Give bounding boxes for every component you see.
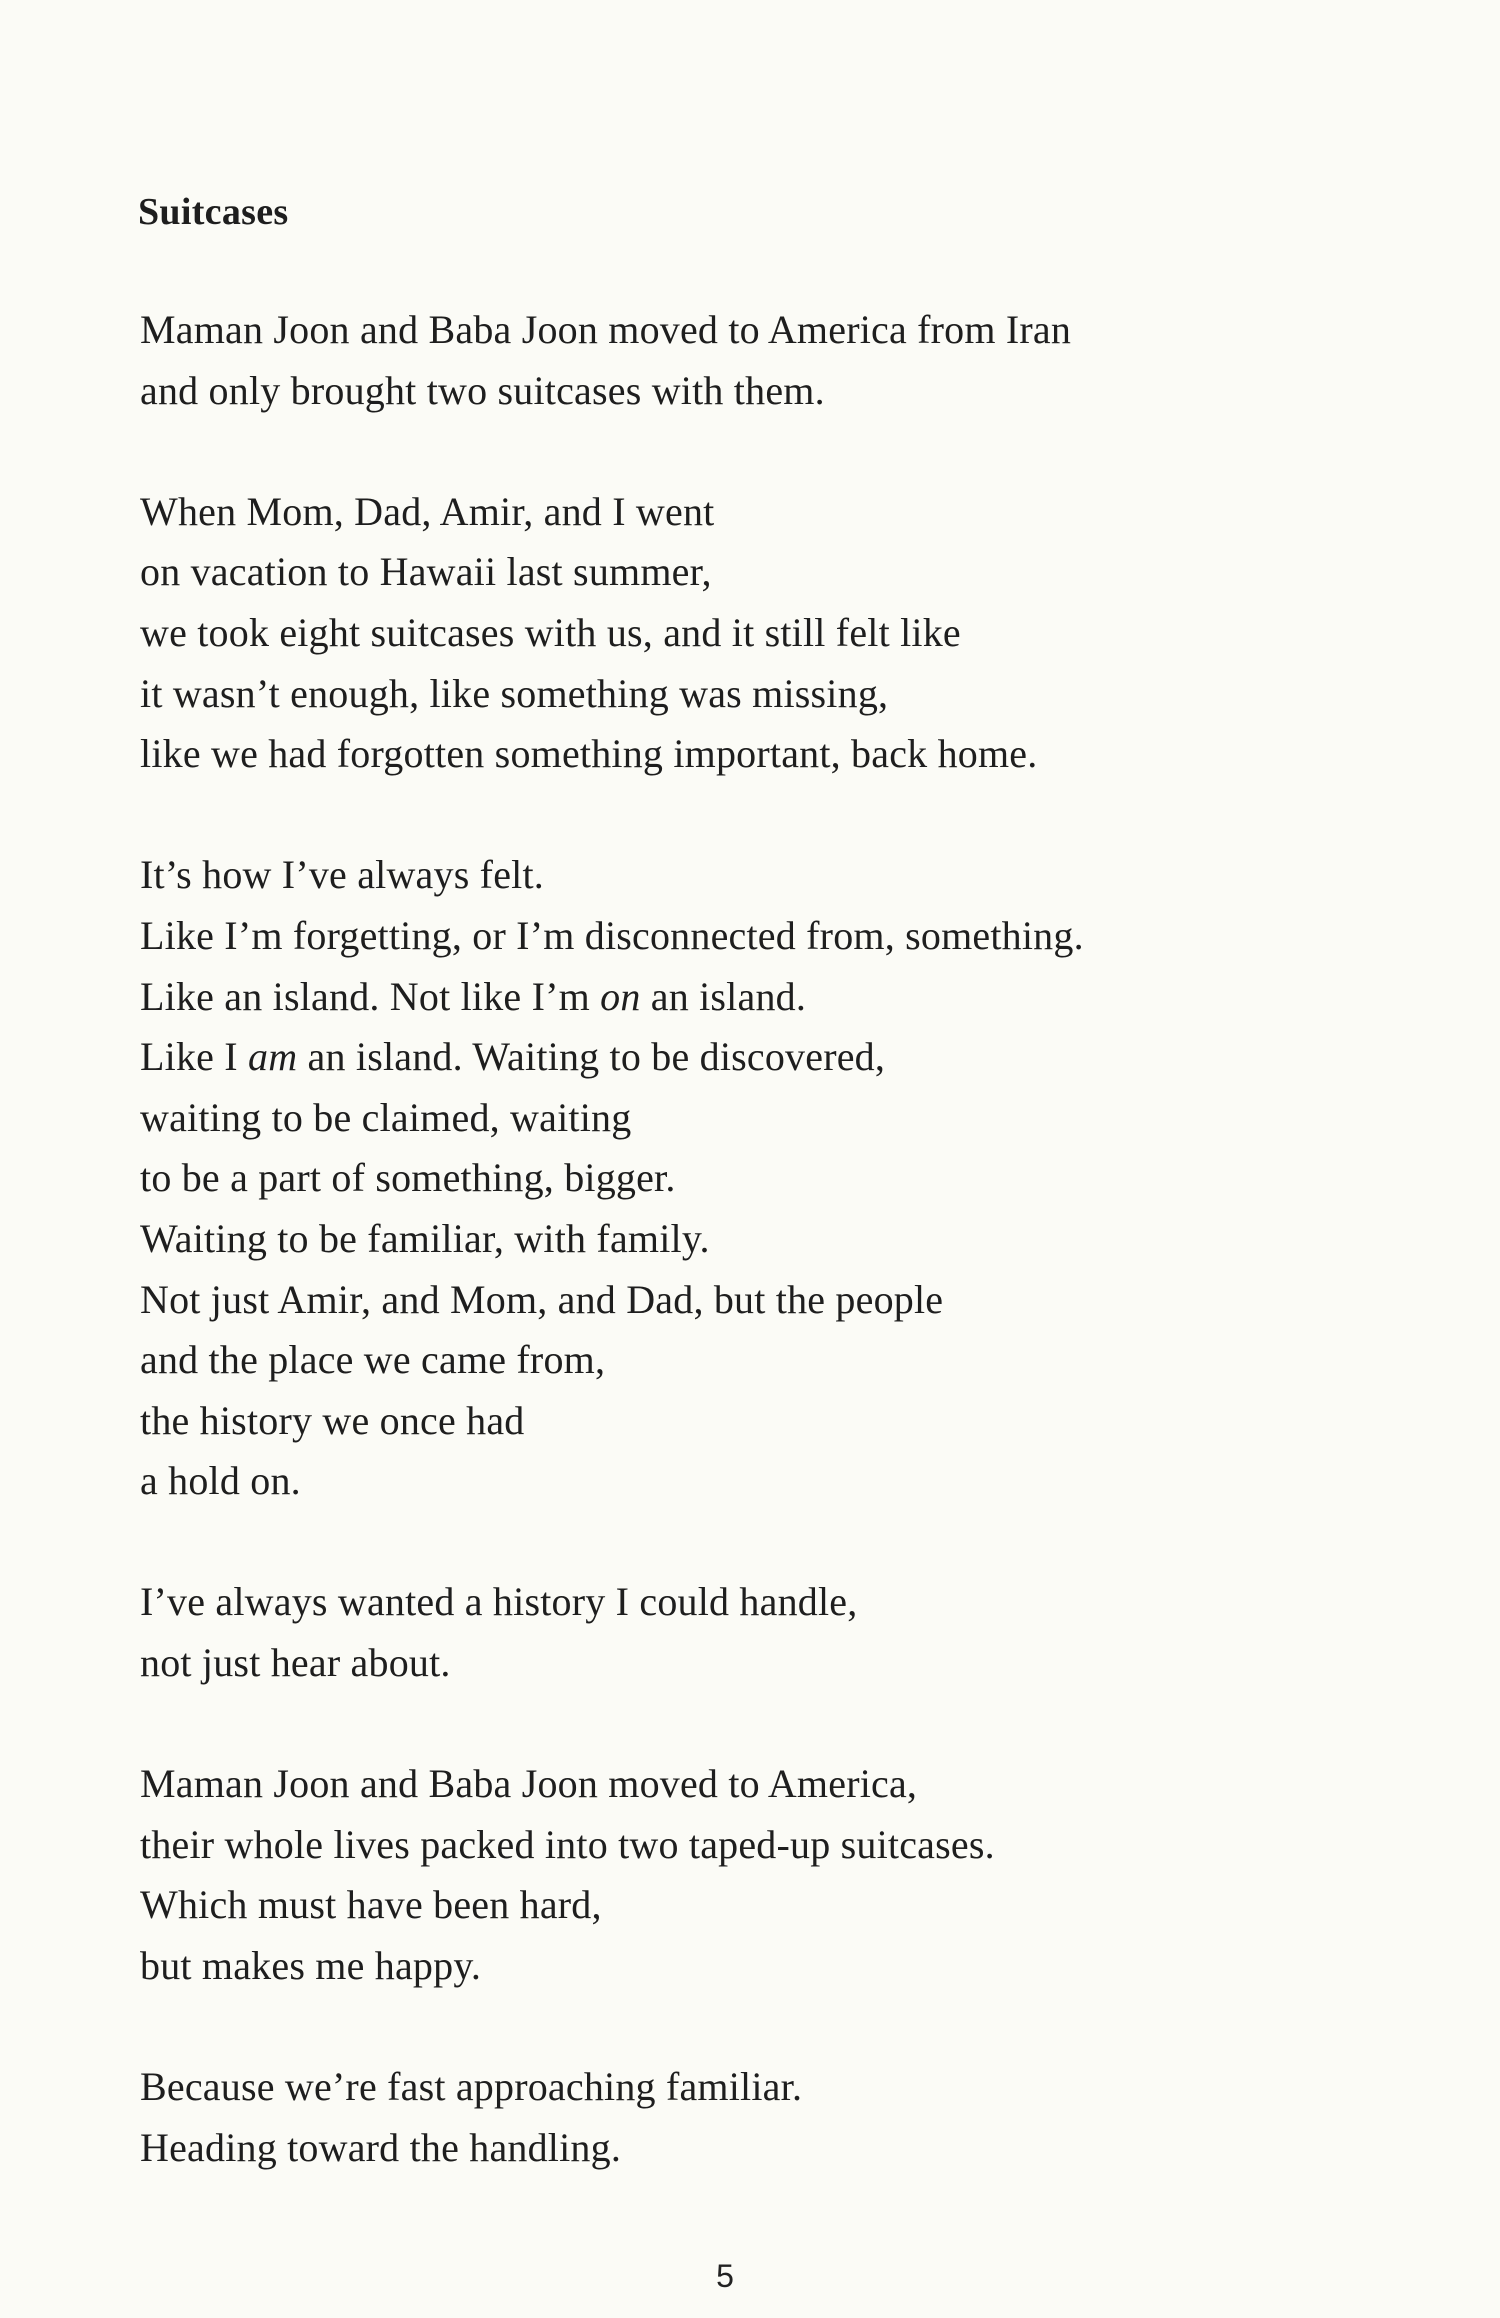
poem-line: Because we’re fast approaching familiar. <box>140 2064 803 2110</box>
poem-line: Heading toward the handling. <box>140 2124 622 2170</box>
stanza <box>140 2057 1360 2178</box>
poem-line: the history we once had <box>140 1397 525 1443</box>
emphasis-text: am <box>248 1034 298 1080</box>
line-text: Like I <box>140 1034 249 1080</box>
poem-line: to be a part of something, bigger. <box>140 1155 676 1201</box>
poem-line: a hold on. <box>140 1458 301 1504</box>
poem-line: not just hear about. <box>140 1640 451 1686</box>
poem-line: and the place we came from, <box>140 1337 606 1383</box>
poem-line: Maman Joon and Baba Joon moved to America from Iran <box>140 307 1072 352</box>
poem-line: Maman Joon and Baba Joon moved to America, <box>140 1761 918 1807</box>
stanza <box>140 845 1360 1512</box>
stanza <box>140 1754 1360 1996</box>
poem-line: but makes me happy. <box>140 1943 482 1989</box>
line-text: an island. Waiting to be discovered, <box>297 1034 886 1080</box>
poem-line: and only brought two suitcases with them. <box>140 367 825 413</box>
poem-line: Waiting to be familiar, with family. <box>140 1215 710 1261</box>
line-text: Like an island. Not like I’m <box>140 973 601 1019</box>
stanza <box>140 1572 1360 1693</box>
poem-line: on vacation to Hawaii last summer, <box>140 549 712 595</box>
poem-line: Like I’m forgetting, or I’m disconnected from, something. <box>140 912 1084 958</box>
poem-line: like we had forgotten something important, back home. <box>140 731 1038 777</box>
poem-title: Suitcases <box>138 191 289 233</box>
emphasis-text: on <box>600 973 641 1019</box>
stanza <box>140 300 1360 421</box>
stanza <box>140 482 1360 785</box>
poem-line <box>140 967 1360 1028</box>
page-number: 5 <box>716 2258 734 2294</box>
poem-line: we took eight suitcases with us, and it still felt like <box>140 609 961 655</box>
poem-line: When Mom, Dad, Amir, and I went <box>140 488 715 534</box>
poem-line: Which must have been hard, <box>140 1882 602 1928</box>
poem-line: Not just Amir, and Mom, and Dad, but the people <box>140 1276 944 1322</box>
poem-body <box>140 300 1360 2239</box>
poem-line: I’ve always wanted a history I could handle, <box>140 1579 858 1625</box>
poem-line: their whole lives packed into two taped-up suitcases. <box>140 1821 995 1867</box>
poem-line <box>140 1027 1360 1088</box>
poem-line: waiting to be claimed, waiting <box>140 1094 632 1140</box>
poem-line: it wasn’t enough, like something was missing, <box>140 670 889 716</box>
line-text: an island. <box>640 973 807 1019</box>
poem-line: It’s how I’ve always felt. <box>140 852 544 898</box>
